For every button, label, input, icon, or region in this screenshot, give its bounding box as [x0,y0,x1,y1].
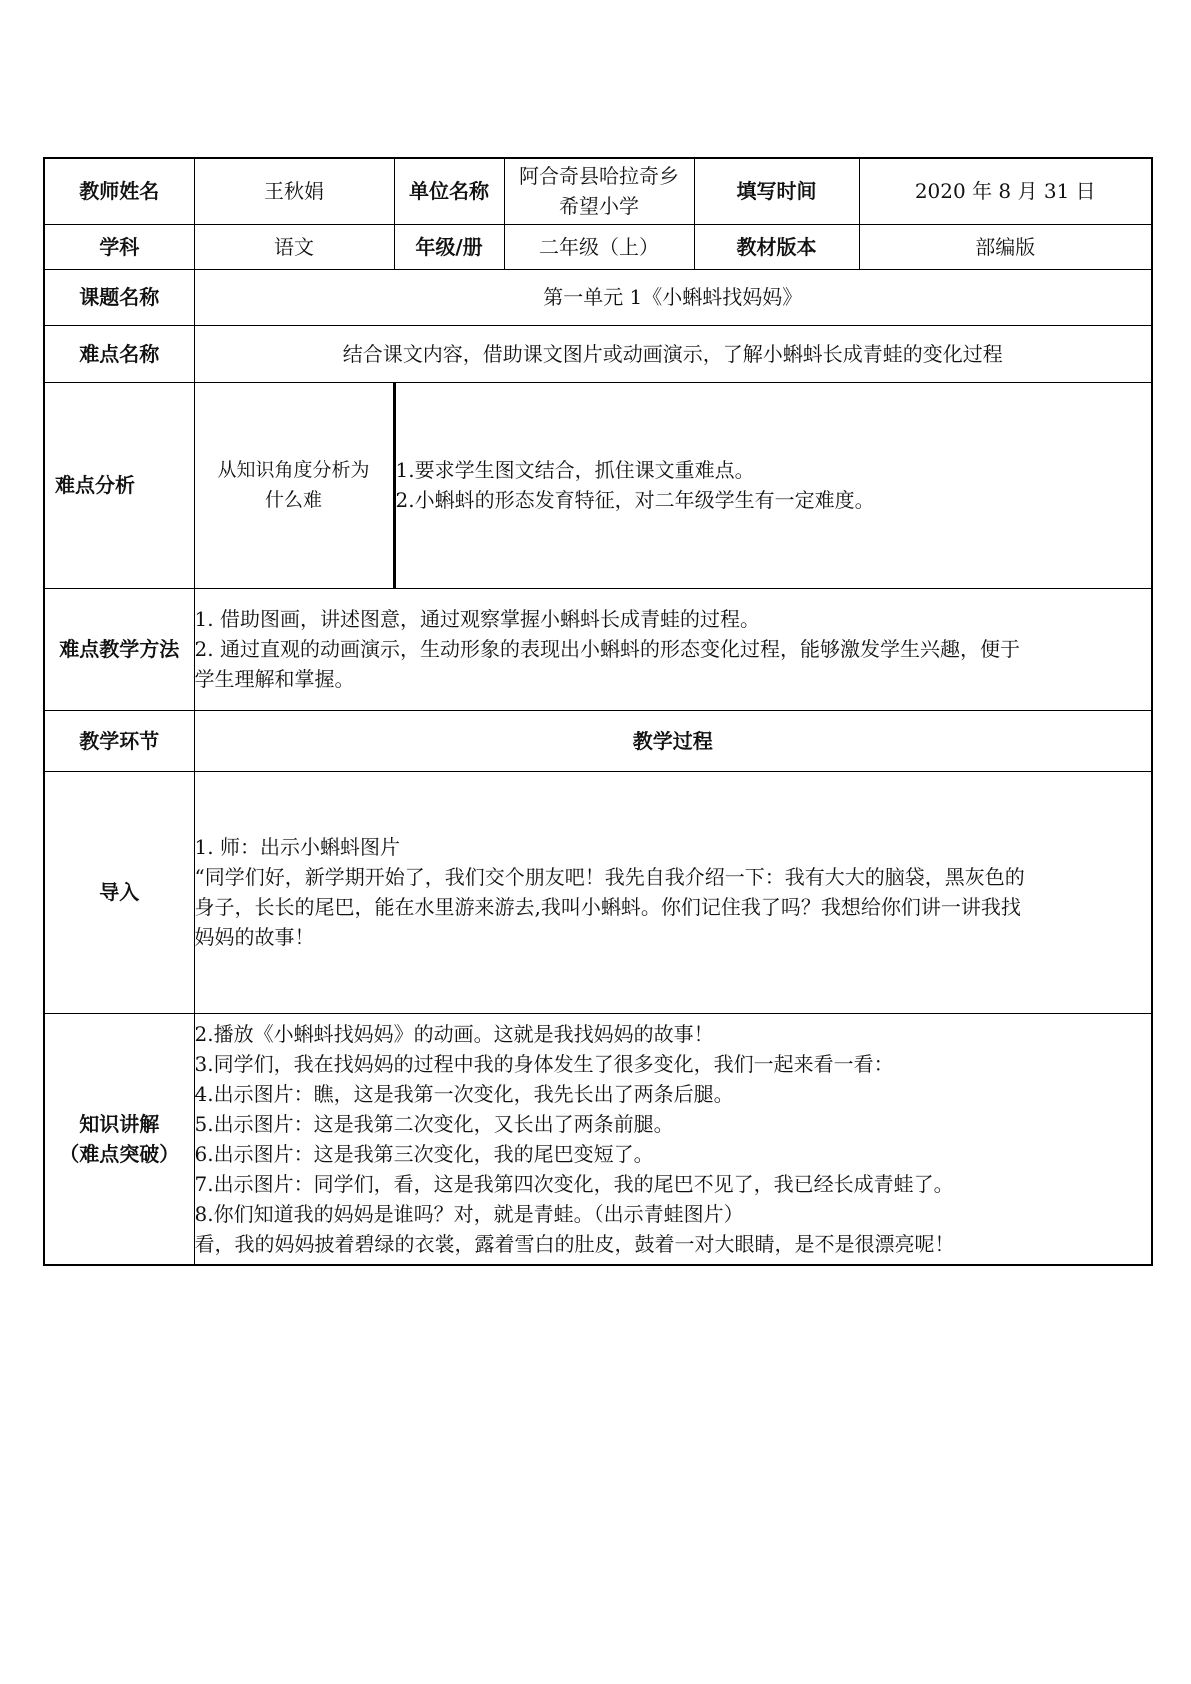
topic-row [44,269,1152,325]
teacher-label: 教师姓名 [44,158,194,224]
grade-value: 二年级（上） [504,224,694,269]
header-row-2 [44,224,1152,269]
knowledge-line-1: 2.播放《小蝌蚪找妈妈》的动画。这就是我找妈妈的故事！ [194,1021,714,1046]
knowledge-content [194,1013,1152,1265]
unit-value-line2: 希望小学 [559,194,639,219]
method-row [44,588,1152,710]
analysis-label: 难点分析 [44,382,194,588]
knowledge-label-line2: （难点突破） [59,1141,180,1166]
method-line-3: 学生理解和掌握。 [194,667,355,691]
subject-value: 语文 [194,224,394,269]
date-label: 填写时间 [694,158,859,224]
knowledge-line-7: 8.你们知道我的妈妈是谁吗？对，就是青蛙。（出示青蛙图片） [194,1201,744,1226]
unit-value-line1: 阿合奇县哈拉奇乡 [519,164,679,189]
process-header-row [44,710,1152,771]
method-label: 难点教学方法 [44,588,194,710]
difficulty-label: 难点名称 [44,325,194,382]
knowledge-label-line1: 知识讲解 [79,1111,160,1136]
knowledge-line-6: 7.出示图片：同学们，看，这是我第四次变化，我的尾巴不见了，我已经长成青蛙了。 [194,1171,954,1196]
topic-value: 第一单元 1《小蝌蚪找妈妈》 [194,269,1152,325]
header-row-1 [44,158,1152,224]
topic-label: 课题名称 [44,269,194,325]
intro-label: 导入 [44,771,194,1013]
knowledge-row [44,1013,1152,1265]
intro-line-1: 1. 师：出示小蝌蚪图片 [194,835,400,859]
analysis-line-2: 2.小蝌蚪的形态发育特征，对二年级学生有一定难度。 [395,488,875,512]
unit-label: 单位名称 [394,158,504,224]
analysis-sublabel-line2: 什么难 [264,489,322,511]
subject-label: 学科 [44,224,194,269]
method-line-2: 2. 通过直观的动画演示，生动形象的表现出小蝌蚪的形态变化过程，能够激发学生兴趣，便于 [194,637,1020,661]
date-value: 2020 年 8 月 31 日 [859,158,1152,224]
intro-row [44,771,1152,1013]
difficulty-row [44,325,1152,382]
knowledge-line-8: 看，我的妈妈披着碧绿的衣裳，露着雪白的肚皮，鼓着一对大眼睛，是不是很漂亮呢！ [194,1231,955,1256]
unit-value [504,158,694,224]
difficulty-value: 结合课文内容，借助课文图片或动画演示，了解小蝌蚪长成青蛙的变化过程 [194,325,1152,382]
intro-content [194,771,1152,1013]
edition-value: 部编版 [859,224,1152,269]
intro-line-2: “同学们好，新学期开始了，我们交个朋友吧！我先自我介绍一下：我有大大的脑袋，黑灰色的 [194,865,1025,889]
analysis-content [394,382,1152,588]
lesson-plan-table [43,157,1153,1266]
knowledge-line-5: 6.出示图片：这是我第三次变化，我的尾巴变短了。 [194,1141,654,1166]
knowledge-line-3: 4.出示图片：瞧，这是我第一次变化，我先长出了两条后腿。 [194,1081,734,1106]
knowledge-line-4: 5.出示图片：这是我第二次变化，又长出了两条前腿。 [194,1111,674,1136]
edition-label: 教材版本 [694,224,859,269]
intro-line-3: 身子，长长的尾巴，能在水里游来游去,我叫小蝌蚪。你们记住我了吗？我想给你们讲一讲我找 [194,895,1021,919]
analysis-sublabel-line1: 从知识角度分析为 [217,459,370,481]
analysis-line-1: 1.要求学生图文结合，抓住课文重难点。 [395,458,755,482]
analysis-row [44,382,1152,588]
teacher-value: 王秋娟 [194,158,394,224]
grade-label: 年级/册 [394,224,504,269]
process-label: 教学过程 [194,710,1152,771]
analysis-sublabel [194,382,394,588]
method-line-1: 1. 借助图画，讲述图意，通过观察掌握小蝌蚪长成青蛙的过程。 [194,607,760,631]
method-content [194,588,1152,710]
knowledge-label [44,1013,194,1265]
stage-label: 教学环节 [44,710,194,771]
intro-line-4: 妈妈的故事！ [194,925,315,949]
knowledge-line-2: 3.同学们，我在找妈妈的过程中我的身体发生了很多变化，我们一起来看一看： [194,1051,894,1076]
